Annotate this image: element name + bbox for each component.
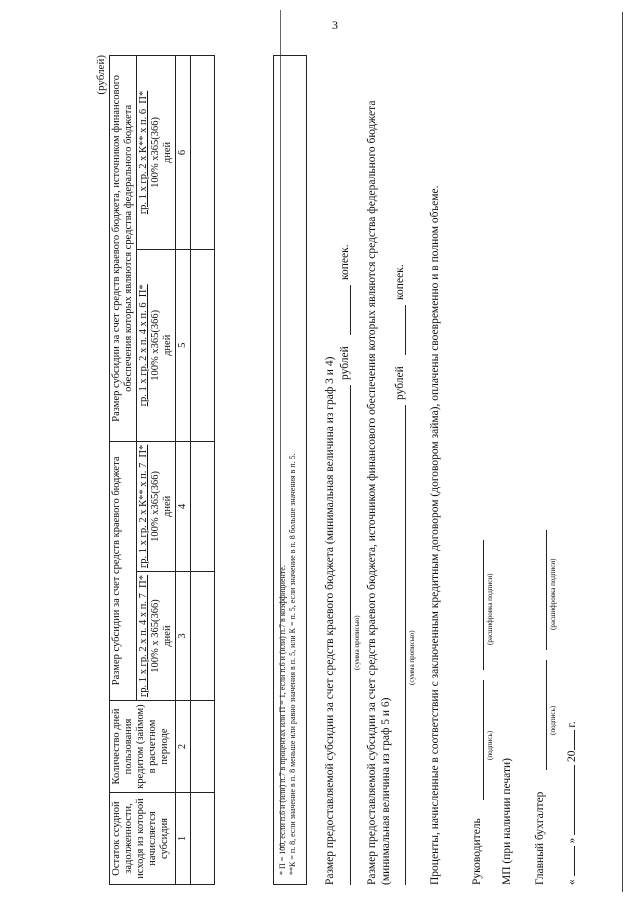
header-col2: Количество дней пользования кредитом (займом) в расчетном периоде: [110, 701, 176, 793]
date-quote-open: «: [566, 879, 578, 885]
formula-5-bottom: 100% x365(366): [150, 309, 162, 381]
date-quote-close: »: [566, 837, 578, 844]
data-cell-6[interactable]: [191, 56, 215, 250]
federal-total-text: Размер предоставляемой субсидии за счет средств краевого бюджета, источником финансового обеспечения которых являются средства федерального бюджета (минимальная величина из граф 5 и 6): [366, 100, 393, 885]
regional-kopecks-label: копеек.: [339, 244, 351, 280]
federal-amount-line[interactable]: [405, 405, 406, 885]
date-month-field[interactable]: [574, 765, 575, 835]
formula-4-top: гр. 1 x гр. 2 x К** x п. 7: [138, 462, 150, 569]
head-decode-label: (расшифровка подписи): [486, 573, 494, 645]
head-decode-line[interactable]: [483, 540, 484, 670]
header-group-federal: Размер субсидии за счет средств краевого бюджета, источником финансового обеспечения которых являются средства федерального бюджета: [110, 56, 137, 442]
accountant-signature-label: (подпись): [549, 705, 557, 735]
col-number-1: 1: [176, 793, 191, 885]
regional-amount-line[interactable]: [350, 385, 351, 885]
accountant-decode-label: (расшифровка подписи): [549, 558, 557, 630]
head-label: Руководитель: [471, 818, 483, 885]
federal-kopecks-line[interactable]: [405, 305, 406, 355]
header-formula-5: [137, 249, 176, 441]
data-cell-2[interactable]: [191, 701, 215, 793]
header-col1: Остаток ссудной задолженности, исходя из которой начисляется субсидия: [110, 793, 176, 885]
head-signature-line[interactable]: [483, 680, 484, 800]
chief-accountant-label: Главный бухгалтер: [534, 791, 546, 885]
formula-5-p: П*: [138, 284, 150, 298]
col-number-3: 3: [176, 572, 191, 701]
formula-3-top: гр. 1 x гр. 2 x п. 4 x п. 7: [138, 593, 150, 697]
formula-4-p: П*: [138, 444, 150, 458]
federal-rubles-label: рублей: [394, 366, 406, 400]
head-signature-label: (подпись): [486, 730, 494, 760]
date-year-suffix: г.: [566, 721, 578, 728]
formula-6-p: П*: [138, 90, 150, 104]
date-row: [565, 721, 579, 885]
col-number-6: 6: [176, 56, 191, 250]
formula-6-bottom: 100% x365(366): [150, 117, 162, 188]
subsidy-table: [109, 55, 215, 885]
data-cell-3[interactable]: [191, 572, 215, 701]
accountant-decode-line[interactable]: [546, 530, 547, 650]
federal-kopecks-label: копеек.: [394, 264, 406, 300]
col-number-4: 4: [176, 441, 191, 571]
formula-5-top: гр. 1 x гр. 2 x п. 4 x п. 6: [138, 302, 150, 407]
formula-6-top: гр. 1 x гр. 2 x К** x п. 6: [138, 108, 150, 215]
formula-6-unit: дней: [162, 141, 174, 164]
formula-3-bottom: 100% x 365(366): [150, 599, 162, 673]
interest-paid-text: Проценты, начисленные в соответствии с заключенным кредитным договором (договором займа), оплачены своевременно и в полном объеме.: [429, 185, 441, 885]
data-cell-1[interactable]: [191, 793, 215, 885]
header-formula-3: [137, 572, 176, 701]
page-edge-rule: [622, 12, 623, 892]
header-formula-6: [137, 56, 176, 250]
regional-kopecks-line[interactable]: [350, 285, 351, 335]
date-year-prefix: 20: [566, 750, 578, 762]
formula-4-unit: дней: [162, 495, 174, 517]
date-day-field[interactable]: [574, 846, 575, 876]
formula-4-bottom: 100% x365(366): [150, 470, 162, 542]
col-number-2: 2: [176, 701, 191, 793]
header-formula-4: [137, 441, 176, 571]
regional-rubles-label: рублей: [339, 346, 351, 380]
footnote-k: **К = п. 8, если значение в п. 8 меньше или равно значения в п. 5, или К = п. 5, если значение в п. 8 больше значения в п. 5.: [287, 453, 297, 875]
rotated-sheet: [95, 55, 615, 885]
formula-3-p: П*: [138, 575, 150, 588]
data-cell-4[interactable]: [191, 441, 215, 571]
federal-amount-words-label: (сумма прописью): [408, 630, 416, 685]
stamp-label: МП (при наличии печати): [501, 758, 513, 885]
formula-3-unit: дней: [162, 625, 174, 647]
page-number: 3: [332, 18, 338, 32]
header-group-regional: Размер субсидии за счет средств краевого бюджета: [110, 441, 137, 700]
accountant-signature-line[interactable]: [546, 660, 547, 770]
formula-5-unit: дней: [162, 334, 174, 356]
data-cell-5[interactable]: [191, 249, 215, 441]
units-note: (рублей): [95, 55, 107, 95]
regional-amount-words-label: (сумма прописью): [353, 615, 361, 670]
col-number-5: 5: [176, 249, 191, 441]
footnote-p: * П = 100, если п.6 и (или) п.7 в процентах или П = 1, если п.6 и (или) п.7 в коэффициенте.: [278, 565, 287, 875]
footnotes: [278, 453, 297, 875]
regional-total-text: Размер предоставляемой субсидии за счет средств краевого бюджета (минимальная величина из граф 3 и 4): [324, 356, 336, 885]
date-year-field[interactable]: [574, 731, 575, 751]
